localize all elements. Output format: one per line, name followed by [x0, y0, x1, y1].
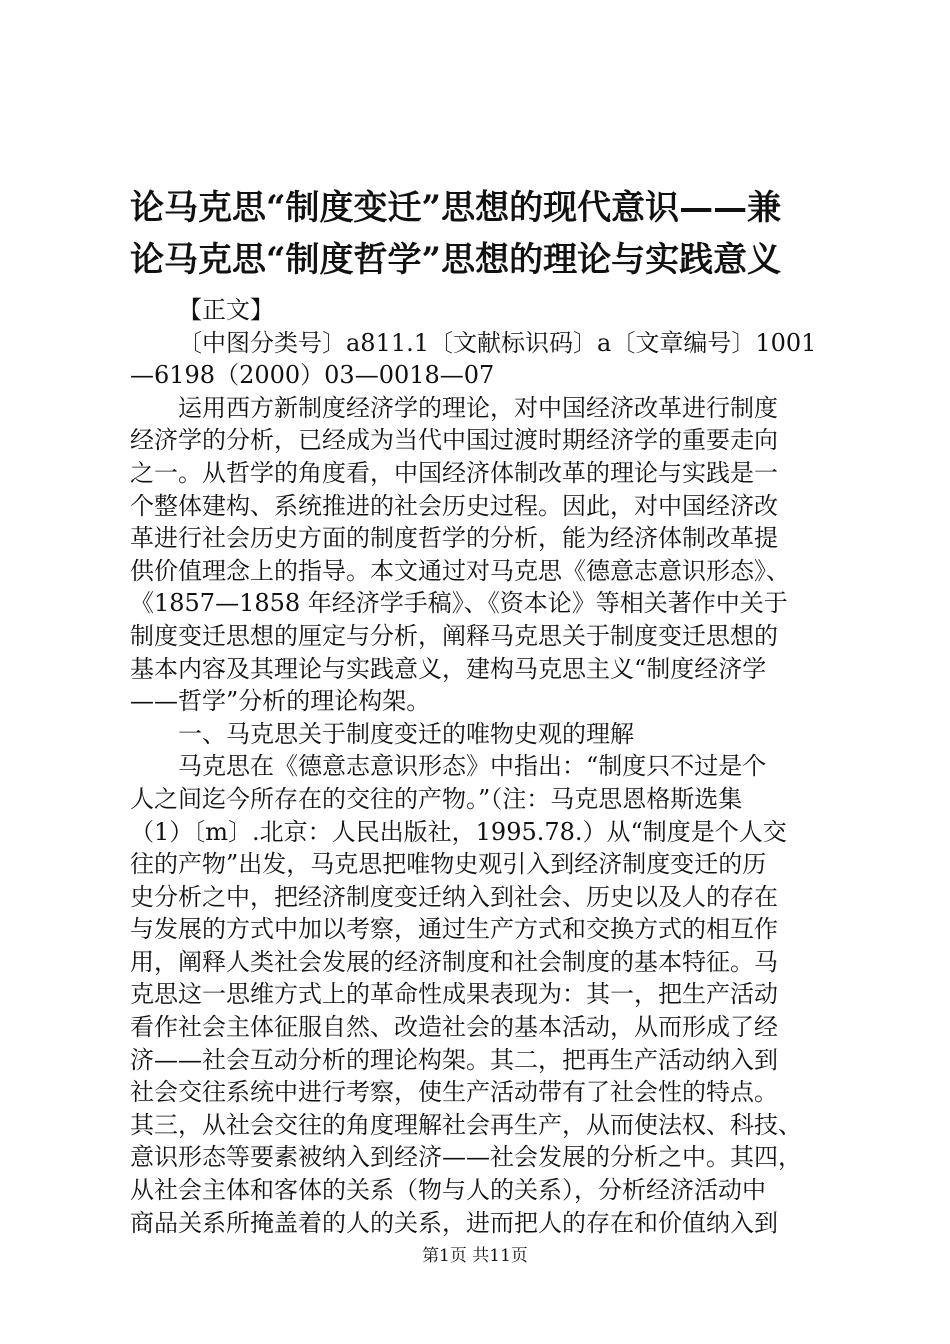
title-line-2: 论马克思“制度哲学”思想的理论与实践意义 [130, 240, 782, 280]
paragraph-line: 克思这一思维方式上的革命性成果表现为：其一，把生产活动 [130, 980, 778, 1009]
paragraph-line: （1）〔m〕.北京：人民出版社，1995.78.）从“制度是个人交 [130, 817, 787, 846]
paragraph-line: 供价值理念上的指导。本文通过对马克思《德意志意识形态》、 [130, 556, 790, 585]
paragraph-line: 人之间迄今所存在的交往的产物。”（注：马克思恩格斯选集 [130, 784, 743, 813]
document-body [130, 294, 830, 1239]
paragraph-line: 意识形态等要素被纳入到经济——社会发展的分析之中。其四， [130, 1143, 802, 1172]
paragraph-line: 商品关系所掩盖着的人的关系，进而把人的存在和价值纳入到 [130, 1208, 778, 1237]
paragraph-line: 从社会主体和客体的关系（物与人的关系），分析经济活动中 [130, 1176, 766, 1205]
paragraph-line: 看作社会主体征服自然、改造社会的基本活动，从而形成了经 [130, 1013, 778, 1042]
classification-line-1: 〔中图分类号〕a811.1〔文献标识码〕a〔文章编号〕1001 [178, 328, 817, 357]
paragraph-line: 与发展的方式中加以考察，通过生产方式和交换方式的相互作 [130, 915, 778, 944]
paragraph-line: 经济学的分析，已经成为当代中国过渡时期经济学的重要走向 [130, 426, 778, 455]
paragraph-line: 往的产物”出发，马克思把唯物史观引入到经济制度变迁的历 [130, 850, 767, 879]
paragraph-line: 之一。从哲学的角度看，中国经济体制改革的理论与实践是一 [130, 458, 778, 487]
title-line-1: 论马克思“制度变迁”思想的现代意识——兼 [130, 188, 782, 228]
document-title [130, 182, 830, 286]
paragraph-line: 其三，从社会交往的角度理解社会再生产，从而使法权、科技、 [130, 1110, 802, 1139]
section-heading: 一、马克思关于制度变迁的唯物史观的理解 [178, 719, 634, 748]
paragraph-line: 史分析之中，把经济制度变迁纳入到社会、历史以及人的存在 [130, 882, 778, 911]
paragraph-line: 个整体建构、系统推进的社会历史过程。因此，对中国经济改 [130, 491, 778, 520]
paragraph-line: 革进行社会历史方面的制度哲学的分析，能为经济体制改革提 [130, 524, 778, 553]
paragraph-line: 基本内容及其理论与实践意义，建构马克思主义“制度经济学 [130, 654, 767, 683]
paragraph-line: ——哲学”分析的理论构架。 [130, 687, 431, 716]
paragraph-line: 马克思在《德意志意识形态》中指出：“制度只不过是个 [178, 752, 767, 781]
paragraph-line: 《1857—1858 年经济学手稿》、《资本论》等相关著作中关于 [130, 589, 788, 618]
paragraph-line: 社会交往系统中进行考察，使生产活动带有了社会性的特点。 [130, 1078, 778, 1107]
paragraph-line: 济——社会互动分析的理论构架。其二，把再生产活动纳入到 [130, 1045, 778, 1074]
paragraph-line: 运用西方新制度经济学的理论，对中国经济改革进行制度 [178, 393, 778, 422]
page-footer: 第1页 共11页 [422, 1246, 528, 1266]
section-label-main-text: 【正文】 [178, 296, 274, 324]
paragraph-line: 制度变迁思想的厘定与分析，阐释马克思关于制度变迁思想的 [130, 621, 778, 650]
classification-line-2: —6198（2000）03—0018—07 [130, 361, 495, 390]
paragraph-line: 用，阐释人类社会发展的经济制度和社会制度的基本特征。马 [130, 947, 778, 976]
